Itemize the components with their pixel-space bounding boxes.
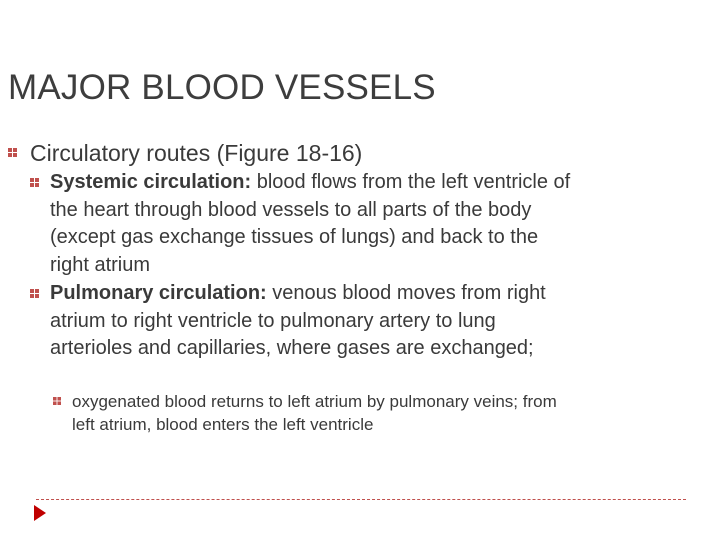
term-systemic: Systemic circulation: [50,171,252,193]
square-bullet-icon [53,397,61,405]
sub-list-item [72,390,572,436]
square-bullet-icon [30,178,39,187]
footer-divider [36,499,686,500]
triangle-arrow-icon [34,505,46,521]
bullet-level1: Circulatory routes (Figure 18-16) [30,140,363,166]
list-item-systemic [50,169,580,279]
square-bullet-icon [8,148,17,157]
square-bullet-icon [30,289,39,298]
term-pulmonary: Pulmonary circulation: [50,282,267,304]
list-item-pulmonary [50,280,580,363]
description-pulmonary: venous blood moves from right atrium to right ventricle to pulmonary artery to lung arterioles and capillaries, where gases are exchanged; [50,282,546,359]
description-systemic: blood flows from the left ventricle of the heart through blood vessels to all parts of the body (except gas exchange tissues of lungs) and back to the right atrium [50,171,571,276]
sub-item-text: oxygenated blood returns to left atrium by pulmonary veins; from left atrium, blood enters the left ventricle [72,392,557,434]
slide-title: MAJOR BLOOD VESSELS [8,68,436,107]
